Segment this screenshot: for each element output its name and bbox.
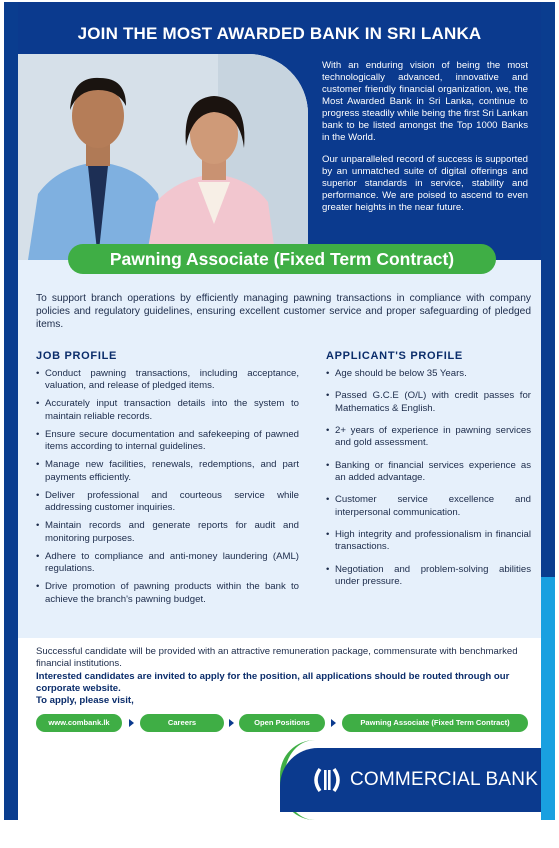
list-item: • Accurately input transaction details into the system to maintain reliable records. <box>36 398 299 423</box>
intro-text <box>322 60 528 224</box>
commercial-bank-logo-icon <box>310 767 344 793</box>
remuneration-note: Successful candidate will be provided with an attractive remuneration package, commensurate with benchmarked financial institutions. <box>36 646 518 669</box>
left-border-strip <box>4 2 18 820</box>
commercial-bank-logo <box>280 748 541 812</box>
staff-photo <box>18 54 308 260</box>
job-profile-heading: JOB PROFILE <box>36 350 118 362</box>
list-item: • High integrity and professionalism in financial transactions. <box>326 529 531 554</box>
step-pawning-associate[interactable]: Pawning Associate (Fixed Term Contract) <box>342 714 528 732</box>
list-item: • Negotiation and problem-solving abilities under pressure. <box>326 564 531 589</box>
list-item: • Conduct pawning transactions, including acceptance, valuation, and release of pledged items. <box>36 368 299 393</box>
list-item: • Drive promotion of pawning products within the bank to achieve the branch's pawning budget. <box>36 581 299 606</box>
apply-note: Interested candidates are invited to apply for the position, all applications should be routed through our corporate website. <box>36 671 510 694</box>
job-profile-list <box>36 368 299 606</box>
intro-paragraph-1: With an enduring vision of being the most technologically advanced, innovative and customer friendly financial organization, we, the Most Awarded Bank in Sri Lanka, continue to progress steadily while being the first Sri Lankan bank to be listed amongst the Top 1000 Banks in the World. <box>322 60 528 143</box>
step-open-positions[interactable]: Open Positions <box>239 714 325 732</box>
application-panel <box>18 638 541 820</box>
hero-title: JOIN THE MOST AWARDED BANK IN SRI LANKA <box>77 24 482 43</box>
right-accent-strip <box>541 577 555 820</box>
header-banner <box>18 2 541 260</box>
intro-paragraph-2: Our unparalleled record of success is supported by an unmatched suite of digital offerings and superior standards in service, stability and performance. We are poised to ascend to even greater heights in the near future. <box>322 154 528 213</box>
applicant-profile-section <box>326 350 531 599</box>
role-summary: To support branch operations by efficiently managing pawning transactions in compliance with company policies and regulatory guidelines, ensuring excellent customer service and proper safeguarding of pledged items. <box>36 293 531 330</box>
list-item: • Deliver professional and courteous service while addressing customer inquiries. <box>36 490 299 515</box>
arrow-right-icon <box>229 719 234 727</box>
application-steps <box>36 714 536 732</box>
list-item: • Age should be below 35 Years. <box>326 368 531 380</box>
list-item: • Banking or financial services experience as an added advantage. <box>326 460 531 485</box>
list-item: • Manage new facilities, renewals, redemptions, and part payments efficiently. <box>36 459 299 484</box>
step-website-link[interactable]: www.combank.lk <box>36 714 122 732</box>
list-item: • Adhere to compliance and anti-money laundering (AML) regulations. <box>36 551 299 576</box>
list-item: • Ensure secure documentation and safekeeping of pawned items according to internal guidelines. <box>36 429 299 454</box>
position-title: Pawning Associate (Fixed Term Contract) <box>68 244 496 274</box>
step-careers[interactable]: Careers <box>140 714 224 732</box>
applicant-profile-heading: APPLICANT'S PROFILE <box>326 350 463 362</box>
list-item: • Customer service excellence and interpersonal communication. <box>326 494 531 519</box>
arrow-right-icon <box>129 719 134 727</box>
apply-visit-label: To apply, please visit, <box>36 695 134 706</box>
logo-text: COMMERCIAL BANK <box>350 769 539 790</box>
job-profile-section <box>36 350 299 612</box>
applicant-profile-list <box>326 368 531 588</box>
list-item: • Maintain records and generate reports for audit and monitoring purposes. <box>36 520 299 545</box>
arrow-right-icon <box>331 719 336 727</box>
list-item: • Passed G.C.E (O/L) with credit passes for Mathematics & English. <box>326 390 531 415</box>
list-item: • 2+ years of experience in pawning services and gold assessment. <box>326 425 531 450</box>
job-advert-poster <box>4 2 555 820</box>
two-people-photo-icon <box>18 54 308 260</box>
